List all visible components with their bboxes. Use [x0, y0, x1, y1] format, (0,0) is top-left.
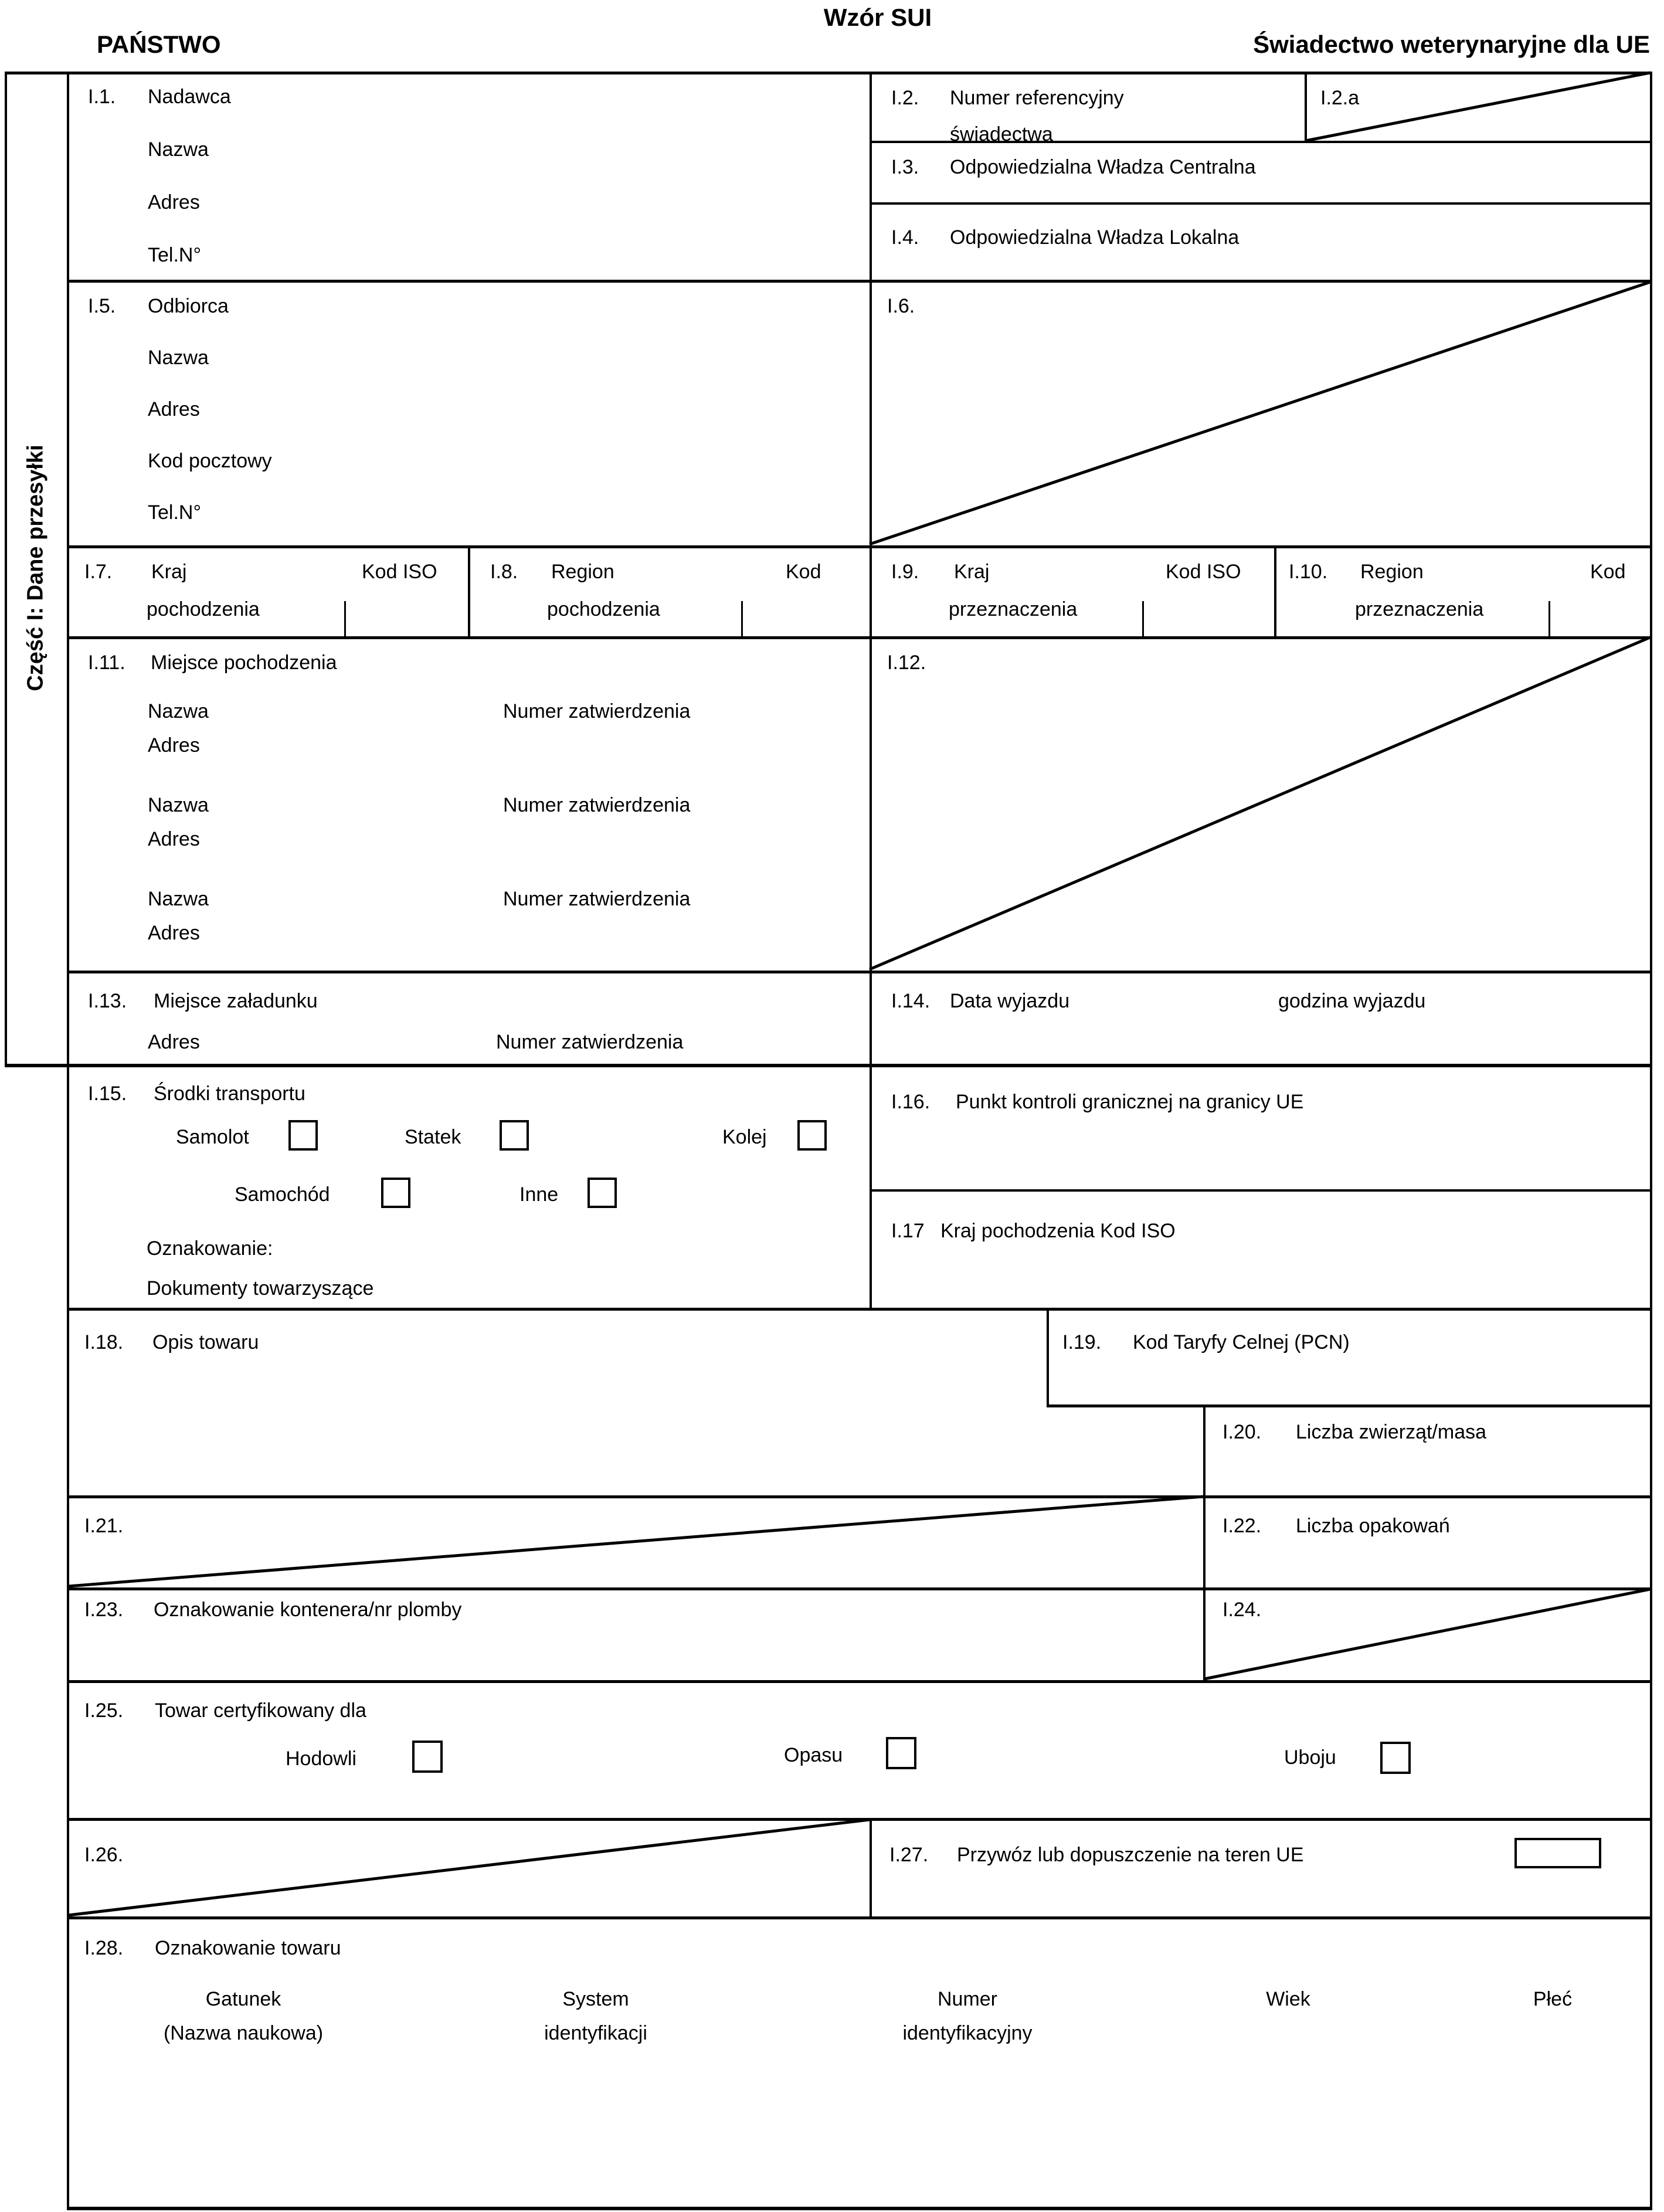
- i10-label-line2: przeznaczenia: [1355, 598, 1484, 620]
- i14-time-label: godzina wyjazdu: [1278, 990, 1426, 1012]
- uboju-checkbox[interactable]: [1380, 1742, 1411, 1774]
- i5-kod-label: Kod pocztowy: [148, 450, 272, 472]
- i28-label: Oznakowanie towaru: [155, 1937, 341, 1959]
- i1-tel-label: Tel.N°: [148, 244, 202, 266]
- kolej-checkbox[interactable]: [797, 1120, 827, 1151]
- i11-nazwa-label: Nazwa: [148, 888, 209, 910]
- i7-label-line2: pochodzenia: [147, 598, 260, 620]
- i15-marking-label: Oznakowanie:: [147, 1237, 273, 1260]
- i23-number: I.23.: [84, 1599, 124, 1621]
- i26-number: I.26.: [84, 1844, 124, 1866]
- i20-number: I.20.: [1222, 1421, 1262, 1443]
- i28-col-wiek: Wiek: [1266, 1988, 1310, 2010]
- i27-number: I.27.: [889, 1844, 929, 1866]
- i25-label: Towar certyfikowany dla: [155, 1699, 366, 1722]
- i7-number: I.7.: [84, 561, 113, 583]
- i26-diagonal: [68, 1820, 870, 1915]
- i22-label: Liczba opakowań: [1296, 1515, 1450, 1537]
- i1-label: Nadawca: [148, 86, 231, 108]
- i6-number: I.6.: [887, 295, 915, 317]
- i5-adres-label: Adres: [148, 398, 200, 420]
- i8-code-label: Kod: [786, 561, 821, 583]
- i16-label: Punkt kontroli granicznej na granicy UE: [956, 1091, 1304, 1113]
- hodowli-checkbox[interactable]: [412, 1741, 443, 1773]
- i5-number: I.5.: [88, 295, 116, 317]
- i20-label: Liczba zwierząt/masa: [1296, 1421, 1487, 1443]
- form-model-heading: Wzór SUI: [823, 4, 932, 31]
- i11-number: I.11.: [88, 652, 125, 674]
- i28-col-gatunek-sub: (Nazwa naukowa): [163, 2022, 324, 2044]
- i5-label: Odbiorca: [148, 295, 229, 317]
- i12-number: I.12.: [887, 652, 926, 674]
- i11-numer-label: Numer zatwierdzenia: [503, 700, 691, 722]
- i28-col-numer: Numer: [937, 1988, 998, 2010]
- i25-opasu-label: Opasu: [784, 1744, 843, 1766]
- i15-kolej-label: Kolej: [722, 1126, 767, 1148]
- samochod-checkbox[interactable]: [381, 1178, 410, 1208]
- i14-number: I.14.: [891, 990, 931, 1012]
- i19-label: Kod Taryfy Celnej (PCN): [1133, 1331, 1350, 1353]
- samolot-checkbox[interactable]: [288, 1120, 318, 1151]
- i21-diagonal: [68, 1497, 1203, 1586]
- i9-code-label: Kod ISO: [1166, 561, 1241, 583]
- i1-adres-label: Adres: [148, 191, 200, 213]
- i15-inne-label: Inne: [519, 1183, 559, 1206]
- i9-label-line2: przeznaczenia: [949, 598, 1078, 620]
- i21-number: I.21.: [84, 1515, 124, 1537]
- i2-label-line1: Numer referencyjny: [950, 87, 1124, 109]
- i17-number: I.17: [891, 1220, 925, 1242]
- i9-number: I.9.: [891, 561, 919, 583]
- inne-checkbox[interactable]: [588, 1178, 617, 1208]
- i27-checkbox[interactable]: [1514, 1838, 1601, 1868]
- i1-number: I.1.: [88, 86, 116, 108]
- i10-number: I.10.: [1289, 561, 1328, 583]
- i5-nazwa-label: Nazwa: [148, 347, 209, 369]
- i15-samochod-label: Samochód: [235, 1183, 330, 1206]
- i11-numer-label: Numer zatwierdzenia: [503, 794, 691, 816]
- i15-number: I.15.: [88, 1083, 127, 1105]
- i11-adres-label: Adres: [148, 922, 200, 944]
- i11-nazwa-label: Nazwa: [148, 700, 209, 722]
- i7-code-label: Kod ISO: [362, 561, 437, 583]
- i28-number: I.28.: [84, 1937, 124, 1959]
- i5-tel-label: Tel.N°: [148, 501, 202, 524]
- i13-numer-label: Numer zatwierdzenia: [496, 1031, 684, 1053]
- i13-adres-label: Adres: [148, 1031, 200, 1053]
- i11-numer-label: Numer zatwierdzenia: [503, 888, 691, 910]
- i18-label: Opis towaru: [152, 1331, 259, 1353]
- i24-diagonal: [1204, 1589, 1650, 1679]
- i23-label: Oznakowanie kontenera/nr plomby: [154, 1599, 462, 1621]
- i15-docs-label: Dokumenty towarzyszące: [147, 1277, 374, 1300]
- i11-label: Miejsce pochodzenia: [151, 652, 337, 674]
- i17-label: Kraj pochodzenia Kod ISO: [940, 1220, 1176, 1242]
- i28-col-numer-sub: identyfikacyjny: [902, 2022, 1033, 2044]
- part1-sidebar-label: Część I: Dane przesyłki: [23, 444, 48, 691]
- i3-label: Odpowiedzialna Władza Centralna: [950, 156, 1256, 178]
- statek-checkbox[interactable]: [500, 1120, 529, 1151]
- i9-label: Kraj: [954, 561, 990, 583]
- i11-adres-label: Adres: [148, 734, 200, 756]
- i25-hodowli-label: Hodowli: [286, 1748, 356, 1770]
- i4-number: I.4.: [891, 226, 919, 249]
- i27-label: Przywóz lub dopuszczenie na teren UE: [957, 1844, 1304, 1866]
- i15-samolot-label: Samolot: [176, 1126, 249, 1148]
- i3-number: I.3.: [891, 156, 919, 178]
- i12-diagonal: [870, 637, 1650, 969]
- i2-number: I.2.: [891, 87, 919, 109]
- i25-number: I.25.: [84, 1699, 124, 1722]
- i15-statek-label: Statek: [405, 1126, 461, 1148]
- opasu-checkbox[interactable]: [886, 1737, 916, 1769]
- i25-uboju-label: Uboju: [1284, 1746, 1336, 1769]
- i24-number: I.24.: [1222, 1599, 1262, 1621]
- i15-label: Środki transportu: [154, 1083, 305, 1105]
- i8-label: Region: [551, 561, 614, 583]
- i2-label-line2: świadectwa: [950, 123, 1053, 145]
- i2a-number: I.2.a: [1320, 87, 1360, 109]
- i8-number: I.8.: [490, 561, 518, 583]
- i13-label: Miejsce załadunku: [154, 990, 318, 1012]
- i4-label: Odpowiedzialna Władza Lokalna: [950, 226, 1239, 249]
- i28-col-plec: Płeć: [1533, 1988, 1573, 2010]
- i28-col-system-sub: identyfikacji: [544, 2022, 647, 2044]
- i11-adres-label: Adres: [148, 828, 200, 850]
- i28-col-gatunek: Gatunek: [205, 1988, 281, 2010]
- i8-label-line2: pochodzenia: [547, 598, 660, 620]
- i16-number: I.16.: [891, 1091, 931, 1113]
- i13-number: I.13.: [88, 990, 127, 1012]
- i1-nazwa-label: Nazwa: [148, 138, 209, 161]
- i11-nazwa-label: Nazwa: [148, 794, 209, 816]
- i22-number: I.22.: [1222, 1515, 1262, 1537]
- i6-diagonal: [870, 282, 1650, 544]
- i28-col-system: System: [562, 1988, 629, 2010]
- country-heading: PAŃSTWO: [97, 30, 221, 58]
- i19-number: I.19.: [1062, 1331, 1102, 1353]
- i10-code-label: Kod: [1590, 561, 1626, 583]
- i7-label: Kraj: [151, 561, 187, 583]
- page-title: Świadectwo weterynaryjne dla UE: [1253, 30, 1650, 58]
- i10-label: Region: [1360, 561, 1424, 583]
- i18-number: I.18.: [84, 1331, 124, 1353]
- i14-label: Data wyjazdu: [950, 990, 1070, 1012]
